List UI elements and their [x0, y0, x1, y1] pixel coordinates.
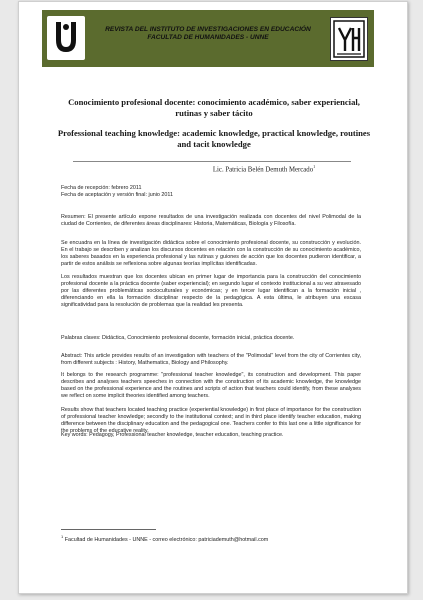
- journal-banner: [42, 10, 374, 67]
- programme-paragraph: It belongs to the research programme: "professional teacher knowledge", its construction and development. This paper describes and analyses teachers speeches in connection with the construction of its academic knowledge, the knowledge based on the professional experience and the routines and scripts of action that teachers could identify, from these analyses we reflect on some implicit theories identified among teachers.: [61, 372, 361, 399]
- journal-title-line1: REVISTA DEL INSTITUTO DE INVESTIGACIONES EN EDUCACIÓN: [105, 26, 311, 33]
- article-title-english: Professional teaching knowledge: academic knowledge, practical knowledge, routines and tacit knowledge: [57, 128, 371, 149]
- author-divider: [73, 161, 351, 162]
- unne-logo-icon: [47, 16, 85, 60]
- dates-block: [61, 185, 361, 199]
- author-line: [179, 164, 349, 173]
- accepted-date: Fecha de aceptación y versión final: junio 2011: [61, 191, 173, 198]
- journal-title: [98, 26, 318, 42]
- footnote-mark: 1: [61, 534, 64, 539]
- keywords-es: Palabras claves: Didáctica, Conocimiento profesional docente, formación inicial, práctica docente.: [61, 335, 295, 341]
- resumen-paragraph: Resumen: El presente artículo expone resultados de una investigación realizada con docentes del nivel Polimodal de la ciudad de Corrientes, de diferentes áreas disciplinares: Historia, Matemáticas, Biología y Filosofía.: [61, 214, 361, 227]
- results-en-paragraph: Results show that teachers located teaching practice (experiential knowledge) in first place of importance for the construction of professional teacher knowledge; secondly to the institutional context; and in third place identify teacher education, making difference between the disciplinary education and the pedagogical one. Teachers confer to this last one a little significance for the problems of the educative reality.: [61, 407, 361, 434]
- journal-title-line2: FACULTAD DE HUMANIDADES - UNNE: [147, 34, 269, 41]
- footnote: [61, 534, 361, 544]
- document-page: [18, 1, 408, 594]
- footnote-text: Facultad de Humanidades - UNNE - correo electrónico: patriciademuth@hotmail.com: [64, 536, 269, 543]
- article-title-spanish: Conocimiento profesional docente: conocimiento académico, saber experiencial, rutinas y saber tácito: [68, 97, 360, 118]
- framework-paragraph: Se encuadra en la línea de investigación didáctica sobre el conocimiento profesional docente, su construcción y evolución. En el trabajo se describen y analizan los discursos docentes en relación con la construcción de su conocimiento académico, los saberes basados en la experiencia profesional y las rutinas y guiones de acción que los docentes pudieron identificar, a partir de estos análisis se reflexiona sobre algunas teorías implícitas identificadas.: [61, 240, 361, 267]
- author-footnote-mark: 1: [313, 164, 316, 169]
- results-es-paragraph: Los resultados muestran que los docentes ubican en primer lugar de importancia para la construcción del conocimiento profesional docente a la práctica docente (saber experiencial); en segundo lugar el contexto institucional a su vez atravesado por las diferentes problemáticas socioculturales y económicas; y en tercer lugar identifican a la formación inicial , diferenciando en ella la formación disciplinar respecto de la pedagógica. A esta última, le atribuyen una escasa significatividad para la resolución de problemas que la realidad les presenta.: [61, 274, 361, 308]
- received-date: Fecha de recepción: febrero 2011: [61, 185, 142, 191]
- footnote-divider: [61, 529, 156, 530]
- keywords-en: Key words: Pedagogy, Professional teacher knowledge, teacher education, teaching practice.: [61, 432, 284, 438]
- institute-seal-icon: [330, 17, 368, 61]
- abstract-paragraph: Abstract: This article provides results of an investigation with teachers of the "Polimodal" level from the city of Corrientes city, from different subjects : History, Mathematics, Biology and Philosophy.: [61, 353, 361, 366]
- author-name: Lic. Patricia Belén Demuth Mercado: [212, 166, 314, 174]
